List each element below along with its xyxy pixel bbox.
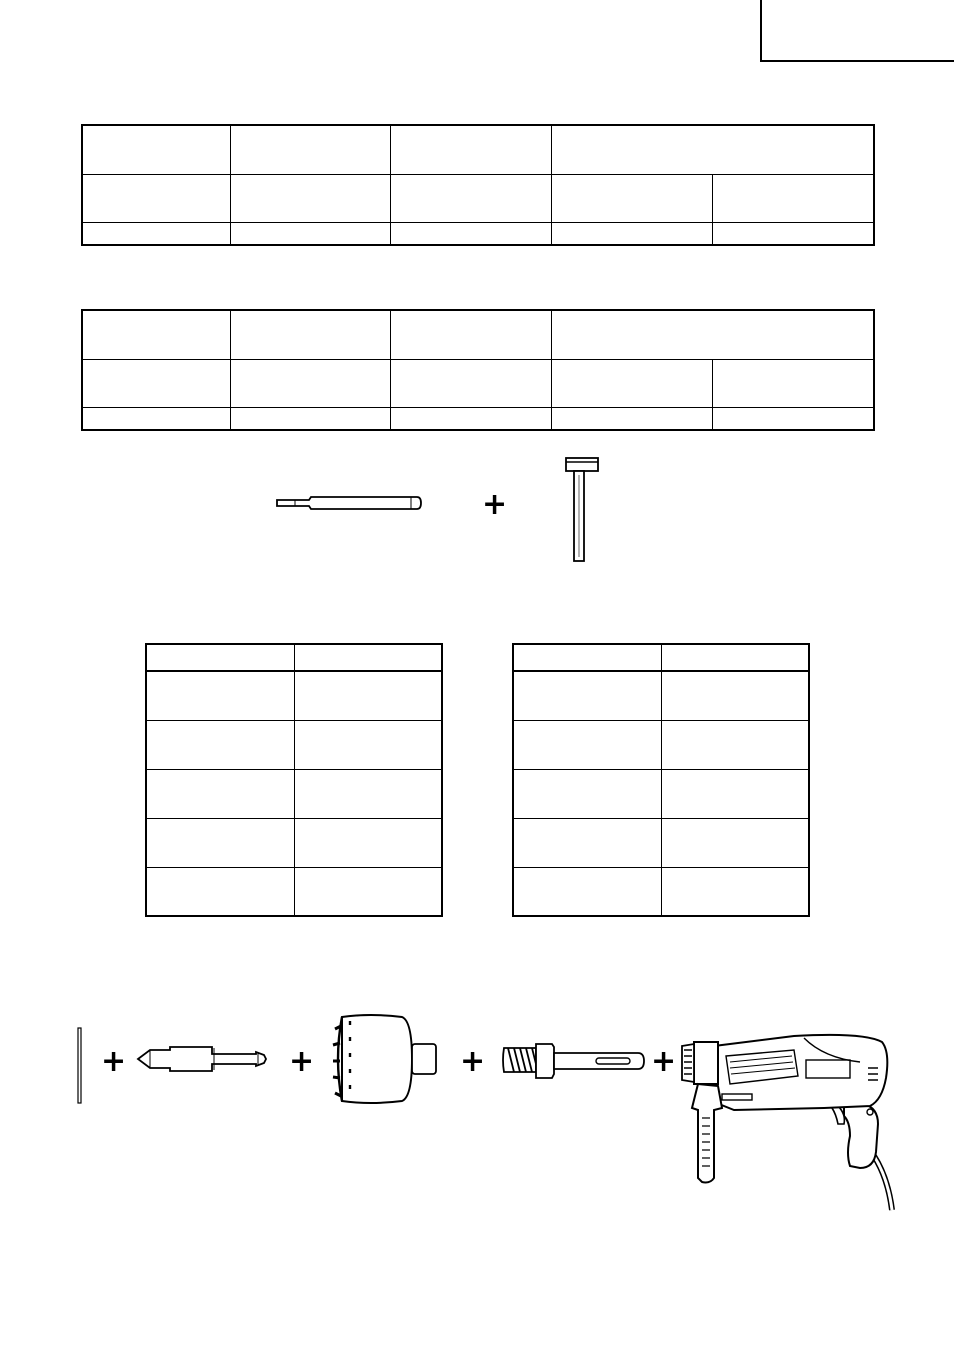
hammer-drill-icon (674, 1028, 906, 1216)
table-cell (82, 125, 230, 174)
table-cell (513, 867, 661, 916)
hammer-icon (563, 453, 603, 567)
table-cell (230, 407, 390, 430)
table-cell (82, 359, 230, 407)
table-cell (513, 818, 661, 867)
table-cell (390, 310, 551, 359)
table-cell (230, 125, 390, 174)
table-cell (390, 407, 551, 430)
table-cell (551, 125, 874, 174)
rod-pin-icon (275, 494, 423, 512)
page-corner-box (760, 0, 954, 62)
table-cell (390, 125, 551, 174)
plus-sign: + (289, 1044, 315, 1079)
table-cell (82, 407, 230, 430)
table-cell (294, 671, 442, 720)
table-cell (146, 644, 294, 671)
plus-sign: + (651, 1044, 677, 1079)
table-cell (712, 359, 874, 407)
table-cell (294, 818, 442, 867)
table-cell (712, 174, 874, 222)
core-bit-icon (330, 1011, 440, 1107)
table-cell (551, 174, 712, 222)
table-cell (513, 644, 661, 671)
table-cell (230, 310, 390, 359)
plus-sign: + (482, 487, 508, 522)
table-cell (390, 222, 551, 245)
table-cell (146, 818, 294, 867)
table-cell (294, 769, 442, 818)
table-cell (551, 222, 712, 245)
table-cell (551, 359, 712, 407)
table-cell (513, 671, 661, 720)
spec-table-2 (81, 309, 875, 431)
table-cell (146, 671, 294, 720)
table-cell (661, 867, 809, 916)
table-cell (513, 720, 661, 769)
table-cell (146, 867, 294, 916)
small-table-left (145, 643, 443, 917)
center-pin-icon (136, 1043, 270, 1075)
table-cell (551, 407, 712, 430)
table-cell (82, 310, 230, 359)
table-cell (294, 867, 442, 916)
table-cell (82, 222, 230, 245)
table-cell (146, 769, 294, 818)
table-cell (661, 720, 809, 769)
table-cell (712, 222, 874, 245)
table-cell (230, 359, 390, 407)
table-cell (661, 671, 809, 720)
table-cell (294, 720, 442, 769)
plus-sign: + (460, 1044, 486, 1079)
table-cell (551, 310, 874, 359)
shank-adapter-icon (500, 1038, 646, 1084)
small-table-right (512, 643, 810, 917)
table-cell (230, 222, 390, 245)
table-cell (390, 359, 551, 407)
table-cell (146, 720, 294, 769)
table-cell (661, 818, 809, 867)
table-cell (82, 174, 230, 222)
plus-sign: + (101, 1044, 127, 1079)
table-cell (661, 769, 809, 818)
spec-table-1 (81, 124, 875, 246)
table-cell (661, 644, 809, 671)
table-cell (513, 769, 661, 818)
table-cell (294, 644, 442, 671)
table-cell (712, 407, 874, 430)
table-cell (230, 174, 390, 222)
table-cell (390, 174, 551, 222)
thin-rod-icon (77, 1027, 83, 1105)
